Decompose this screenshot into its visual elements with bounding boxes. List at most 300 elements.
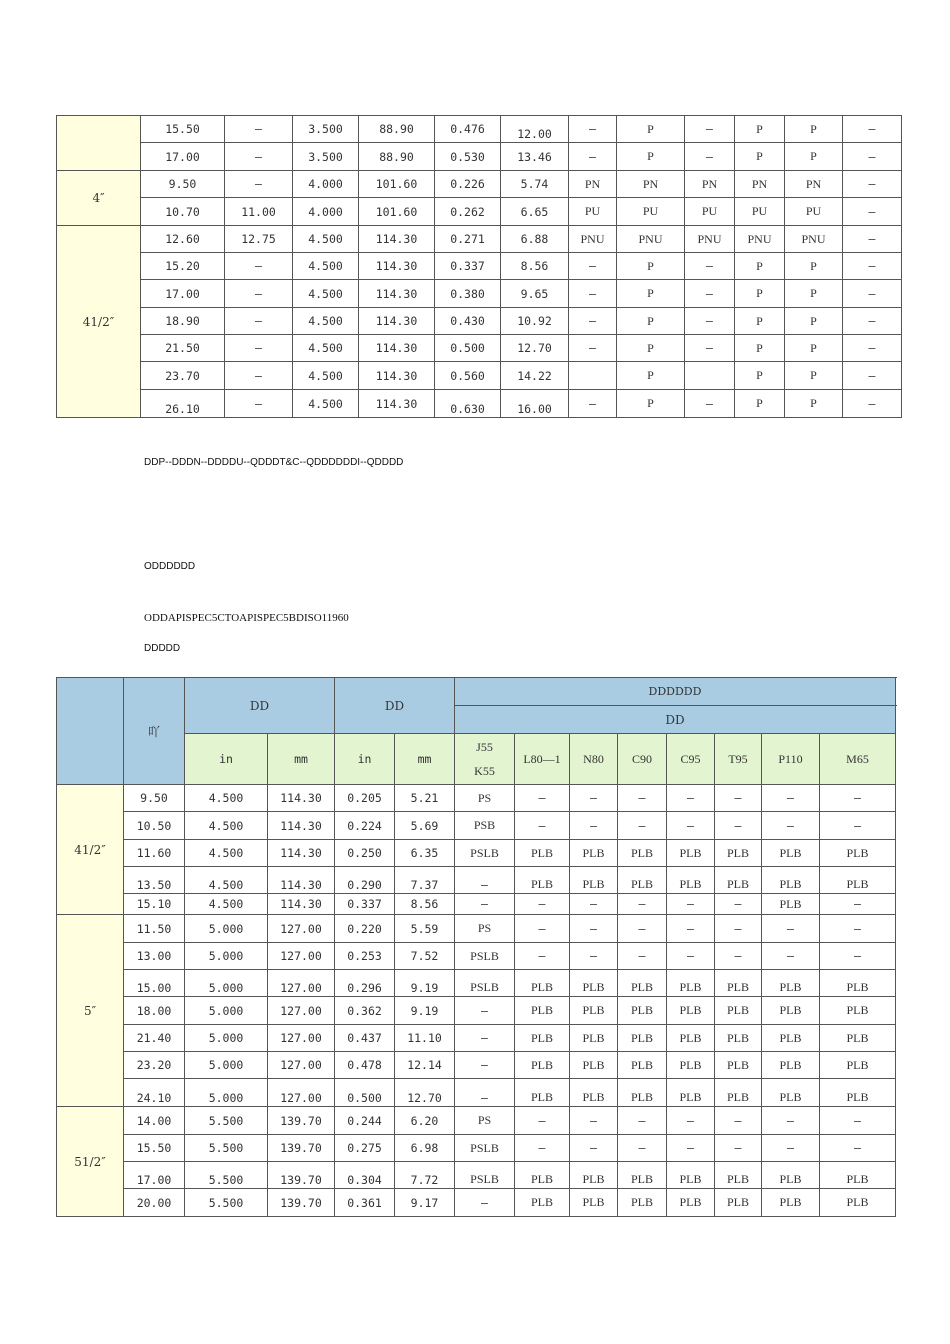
table-cell: — [618, 894, 667, 915]
table-cell: 0.271 [435, 226, 501, 253]
table-cell: 0.244 [335, 1107, 395, 1135]
size-cell [57, 116, 141, 171]
table-cell: 8.56 [395, 894, 455, 915]
table-cell: — [820, 1135, 896, 1162]
table-cell: P [785, 143, 843, 171]
header-grade: N80 [570, 734, 618, 785]
table-cell: — [762, 812, 820, 840]
table-cell [569, 362, 617, 390]
table-cell: P [617, 116, 685, 143]
table-cell: — [820, 812, 896, 840]
table-cell: — [455, 1189, 515, 1217]
table-cell: PLB [762, 1025, 820, 1052]
table-cell: — [225, 362, 293, 390]
table-cell: 0.205 [335, 785, 395, 812]
table-cell: PLB [618, 840, 667, 867]
table-cell: P [785, 253, 843, 280]
table-cell: — [667, 894, 715, 915]
table-cell: — [515, 1135, 570, 1162]
table-row [57, 143, 902, 171]
table-cell: — [455, 867, 515, 894]
table-cell: 4.500 [293, 335, 359, 362]
header-grade: T95 [715, 734, 762, 785]
table-cell: 0.253 [335, 943, 395, 970]
table-row [57, 198, 902, 226]
table-cell: 127.00 [268, 915, 335, 943]
table-cell: 9.65 [501, 280, 569, 308]
table-cell: — [569, 253, 617, 280]
table-cell: — [715, 785, 762, 812]
casing-grade-table [56, 677, 896, 1217]
table-row [57, 362, 902, 390]
table-cell: PLB [715, 1079, 762, 1107]
table-cell: 11.00 [225, 198, 293, 226]
table-cell: 15.10 [124, 894, 185, 915]
header-grade: L80—1 [515, 734, 570, 785]
table-cell: — [685, 335, 735, 362]
legend-note: DDP--DDDN--DDDDU--QDDDT&C--QDDDDDDI--QDDDD [144, 457, 404, 468]
table-cell: PLB [515, 1052, 570, 1079]
table-cell: 114.30 [268, 867, 335, 894]
table-row [57, 1025, 896, 1052]
table-row [57, 1107, 896, 1135]
table-cell: 16.00 [501, 390, 569, 418]
table-cell: PLB [667, 1052, 715, 1079]
table-cell: PLB [762, 1189, 820, 1217]
table-cell: PLB [618, 970, 667, 997]
table-cell: — [843, 226, 902, 253]
table-cell: PLB [570, 840, 618, 867]
table-cell: PNU [685, 226, 735, 253]
table-cell: P [785, 335, 843, 362]
table-cell: P [617, 362, 685, 390]
header-weight: 吖 [124, 678, 185, 785]
table-cell: 24.10 [124, 1079, 185, 1107]
table-cell: — [667, 1107, 715, 1135]
table-cell: — [618, 943, 667, 970]
table-cell: 4.500 [293, 390, 359, 418]
table-cell: 21.40 [124, 1025, 185, 1052]
table-cell: 5.000 [185, 970, 268, 997]
header-outer-diameter: DD [185, 678, 335, 734]
table-cell: PLB [570, 1189, 618, 1217]
table-cell: PLB [570, 867, 618, 894]
table-cell: 127.00 [268, 1025, 335, 1052]
table-cell: PLB [715, 1189, 762, 1217]
table-cell: P [735, 308, 785, 335]
table-cell: 139.70 [268, 1107, 335, 1135]
table-cell: PLB [667, 1025, 715, 1052]
table-cell: — [715, 812, 762, 840]
table-cell: PLB [762, 867, 820, 894]
table-cell: PLB [667, 1189, 715, 1217]
table-cell: — [667, 812, 715, 840]
table-cell: 0.560 [435, 362, 501, 390]
table-cell: PN [735, 171, 785, 198]
table-cell: 0.630 [435, 390, 501, 418]
table-cell: — [225, 308, 293, 335]
table-cell: 88.90 [359, 116, 435, 143]
table-cell: — [569, 335, 617, 362]
table-cell: PLB [667, 997, 715, 1025]
table-cell: 18.00 [124, 997, 185, 1025]
table-cell: 4.500 [185, 840, 268, 867]
table-cell: 8.56 [501, 253, 569, 280]
table-cell: PLB [618, 1025, 667, 1052]
table-cell: — [762, 1107, 820, 1135]
header-od-in: in [185, 734, 268, 785]
table-cell: 17.00 [141, 143, 225, 171]
table-cell: 0.304 [335, 1162, 395, 1189]
table-cell: 3.500 [293, 143, 359, 171]
table-cell: 15.50 [124, 1135, 185, 1162]
table-cell: P [735, 280, 785, 308]
table-cell: PLB [715, 840, 762, 867]
table-cell: — [843, 362, 902, 390]
table-cell: 0.275 [335, 1135, 395, 1162]
table-cell: 14.22 [501, 362, 569, 390]
table-cell: PLB [618, 1162, 667, 1189]
table-cell: — [225, 390, 293, 418]
table-row [57, 1052, 896, 1079]
table-cell: PLB [618, 1079, 667, 1107]
table-cell: — [569, 308, 617, 335]
table-cell: 139.70 [268, 1189, 335, 1217]
table-cell: PSLB [455, 970, 515, 997]
table-cell: PLB [667, 867, 715, 894]
table-cell: 114.30 [359, 390, 435, 418]
table-cell: — [715, 1135, 762, 1162]
table-cell: 127.00 [268, 943, 335, 970]
table-cell: 6.65 [501, 198, 569, 226]
table-cell: — [225, 143, 293, 171]
table-cell: 5.74 [501, 171, 569, 198]
table-cell: 7.72 [395, 1162, 455, 1189]
table-cell: — [570, 894, 618, 915]
table-cell: — [820, 1107, 896, 1135]
table-cell: — [515, 894, 570, 915]
table-cell: 11.10 [395, 1025, 455, 1052]
table-cell: — [570, 1107, 618, 1135]
table-cell: 0.296 [335, 970, 395, 997]
table-cell: 10.50 [124, 812, 185, 840]
table-cell: — [455, 1079, 515, 1107]
table-row [57, 280, 902, 308]
table-cell: — [225, 335, 293, 362]
table-cell: 0.476 [435, 116, 501, 143]
table-cell: — [570, 943, 618, 970]
table-cell: 4.500 [185, 785, 268, 812]
table-cell: PLB [515, 840, 570, 867]
table-row [57, 1135, 896, 1162]
table-cell: — [569, 143, 617, 171]
table-cell: P [785, 390, 843, 418]
table-cell: — [455, 1052, 515, 1079]
table-cell: PLB [715, 1025, 762, 1052]
sub-heading: DDDDD [144, 643, 181, 654]
table-cell: P [617, 390, 685, 418]
table-cell: PLB [515, 997, 570, 1025]
table-cell: 9.50 [124, 785, 185, 812]
table-cell: — [843, 253, 902, 280]
table-cell: PLB [715, 970, 762, 997]
header-wall-in: in [335, 734, 395, 785]
header-grade: M65 [820, 734, 896, 785]
standards-note: ODDAPISPEC5CTOAPISPEC5BDISO11960 [144, 612, 349, 624]
table-cell: — [667, 785, 715, 812]
table-cell: PLB [762, 970, 820, 997]
table-cell: 0.220 [335, 915, 395, 943]
table-cell: 15.00 [124, 970, 185, 997]
table-cell: — [618, 1107, 667, 1135]
table-cell: — [618, 1135, 667, 1162]
table-cell: 15.20 [141, 253, 225, 280]
table-row [57, 308, 902, 335]
table-cell: PLB [715, 1162, 762, 1189]
table-cell: 17.00 [124, 1162, 185, 1189]
table-cell: PLB [820, 1052, 896, 1079]
table-cell: PN [569, 171, 617, 198]
table-cell: — [685, 143, 735, 171]
table-cell: — [455, 1025, 515, 1052]
table-cell: 5.500 [185, 1189, 268, 1217]
table-cell: — [843, 143, 902, 171]
table-cell: 4.500 [185, 812, 268, 840]
table-cell: PLB [570, 970, 618, 997]
table-cell: — [715, 894, 762, 915]
table-cell: — [685, 116, 735, 143]
table-cell: 101.60 [359, 198, 435, 226]
table-row [57, 1189, 896, 1217]
table-cell: 4.000 [293, 171, 359, 198]
table-cell: 21.50 [141, 335, 225, 362]
table-cell: 13.46 [501, 143, 569, 171]
table-cell: — [820, 785, 896, 812]
size-cell: 41/2″ [57, 785, 124, 915]
header-od-mm: mm [268, 734, 335, 785]
table-cell: PLB [820, 1079, 896, 1107]
table-cell: 0.500 [335, 1079, 395, 1107]
table-cell: 10.70 [141, 198, 225, 226]
table-cell: P [617, 280, 685, 308]
table-cell: — [515, 915, 570, 943]
table-cell: 0.226 [435, 171, 501, 198]
table-cell: 9.50 [141, 171, 225, 198]
table-cell: PLB [762, 1162, 820, 1189]
table-cell: — [762, 943, 820, 970]
table-cell: 0.380 [435, 280, 501, 308]
table-cell: — [455, 997, 515, 1025]
table-cell: PLB [820, 1189, 896, 1217]
header-grade-j55-k55 [455, 734, 515, 785]
table-cell: 4.500 [185, 894, 268, 915]
table-cell: — [843, 280, 902, 308]
table-cell: 12.60 [141, 226, 225, 253]
table-cell: — [225, 171, 293, 198]
table-cell: — [225, 280, 293, 308]
table-cell: 4.500 [293, 253, 359, 280]
table-cell: PLB [618, 1189, 667, 1217]
casing-grade-table-continued [56, 115, 902, 418]
table-cell: — [762, 915, 820, 943]
table-cell: 14.00 [124, 1107, 185, 1135]
table-cell: 4.000 [293, 198, 359, 226]
table-cell: PSLB [455, 943, 515, 970]
table-cell: 26.10 [141, 390, 225, 418]
table-row [57, 970, 896, 997]
table-cell: 4.500 [293, 362, 359, 390]
table-cell: 0.478 [335, 1052, 395, 1079]
table-cell: — [843, 116, 902, 143]
table-cell: 0.250 [335, 840, 395, 867]
table-cell: 17.00 [141, 280, 225, 308]
table-cell: 23.20 [124, 1052, 185, 1079]
table-cell: — [843, 390, 902, 418]
table-cell: PNU [569, 226, 617, 253]
table-cell: — [685, 308, 735, 335]
table-cell: 127.00 [268, 997, 335, 1025]
table-cell: PLB [570, 1079, 618, 1107]
table-cell: 15.50 [141, 116, 225, 143]
table-cell: PSLB [455, 1135, 515, 1162]
table-cell: 18.90 [141, 308, 225, 335]
table-cell: — [515, 812, 570, 840]
table-cell: P [785, 308, 843, 335]
header-wall-thickness: DD [335, 678, 455, 734]
table-cell: PLB [820, 1025, 896, 1052]
table-cell: PS [455, 785, 515, 812]
table-cell: PSLB [455, 840, 515, 867]
table-cell: — [515, 785, 570, 812]
table-cell: PLB [667, 1162, 715, 1189]
table-cell: PLB [762, 1079, 820, 1107]
size-cell: 4″ [57, 171, 141, 226]
table-cell: 9.19 [395, 970, 455, 997]
table-cell: P [617, 143, 685, 171]
table-cell: — [685, 253, 735, 280]
table-cell: PS [455, 915, 515, 943]
table-cell: — [667, 915, 715, 943]
table-cell: PLB [715, 867, 762, 894]
table-cell: PSB [455, 812, 515, 840]
table-cell: — [715, 943, 762, 970]
table-cell: 9.19 [395, 997, 455, 1025]
table-cell: 9.17 [395, 1189, 455, 1217]
header-grades-sub: DD [455, 706, 896, 734]
table-cell: 11.60 [124, 840, 185, 867]
table-cell: P [785, 362, 843, 390]
table-cell: 6.98 [395, 1135, 455, 1162]
table-cell: 0.290 [335, 867, 395, 894]
table-cell: 3.500 [293, 116, 359, 143]
table-cell: — [570, 915, 618, 943]
table-cell: — [618, 785, 667, 812]
table-cell: 10.92 [501, 308, 569, 335]
header-grades-group: DDDDDD [455, 678, 896, 706]
table-cell: P [785, 280, 843, 308]
size-cell: 51/2″ [57, 1107, 124, 1217]
table-cell: — [820, 894, 896, 915]
table-cell: PLB [820, 1162, 896, 1189]
table-cell: — [618, 915, 667, 943]
table-cell: 0.337 [335, 894, 395, 915]
table-cell: 23.70 [141, 362, 225, 390]
table-cell: P [617, 335, 685, 362]
table-cell: PLB [667, 1079, 715, 1107]
table-cell: 5.000 [185, 1025, 268, 1052]
table-cell: 0.337 [435, 253, 501, 280]
table-cell: PLB [515, 1189, 570, 1217]
table-cell: 4.500 [293, 280, 359, 308]
table-cell: 0.224 [335, 812, 395, 840]
table-cell: PLB [762, 894, 820, 915]
table-cell: PLB [667, 840, 715, 867]
table-cell: — [569, 390, 617, 418]
table-cell: 7.52 [395, 943, 455, 970]
header-wall-mm: mm [395, 734, 455, 785]
table-row [57, 171, 902, 198]
table-cell: — [515, 1107, 570, 1135]
table-cell: 13.00 [124, 943, 185, 970]
table-cell: 5.000 [185, 997, 268, 1025]
table-cell: 114.30 [268, 785, 335, 812]
table-cell: PLB [570, 997, 618, 1025]
table-cell: 139.70 [268, 1162, 335, 1189]
table-cell: P [735, 143, 785, 171]
table-cell: P [735, 116, 785, 143]
table-cell: 4.500 [293, 308, 359, 335]
table-cell: — [685, 390, 735, 418]
table-cell: 127.00 [268, 1079, 335, 1107]
table-cell: 114.30 [359, 335, 435, 362]
table-cell: — [843, 335, 902, 362]
table-cell: 4.500 [185, 867, 268, 894]
table-cell [685, 362, 735, 390]
section-heading: ODDDDDD [144, 561, 196, 572]
table-row [57, 253, 902, 280]
table-cell: 12.14 [395, 1052, 455, 1079]
table-cell: — [455, 894, 515, 915]
table-cell: PN [617, 171, 685, 198]
table-cell: 6.88 [501, 226, 569, 253]
table-cell: 127.00 [268, 1052, 335, 1079]
grade-k55: K55 [474, 764, 495, 778]
table-cell: PLB [570, 1025, 618, 1052]
table-cell: — [667, 1135, 715, 1162]
table-cell: — [762, 1135, 820, 1162]
table-cell: 13.50 [124, 867, 185, 894]
table-cell: PU [735, 198, 785, 226]
table-cell: — [820, 943, 896, 970]
table-cell: — [570, 1135, 618, 1162]
table-cell: 5.000 [185, 915, 268, 943]
table-cell: PLB [618, 867, 667, 894]
table-cell: PS [455, 1107, 515, 1135]
table-cell: P [735, 253, 785, 280]
table-cell: — [667, 943, 715, 970]
table-cell: 5.000 [185, 943, 268, 970]
header-grade: P110 [762, 734, 820, 785]
header-grade: C95 [667, 734, 715, 785]
table-cell: PLB [820, 970, 896, 997]
table-cell: 5.500 [185, 1135, 268, 1162]
table-cell: — [762, 785, 820, 812]
table-cell: — [843, 308, 902, 335]
table-cell: PSLB [455, 1162, 515, 1189]
table-cell: — [715, 1107, 762, 1135]
table-cell: — [225, 116, 293, 143]
table-cell: PLB [515, 1162, 570, 1189]
